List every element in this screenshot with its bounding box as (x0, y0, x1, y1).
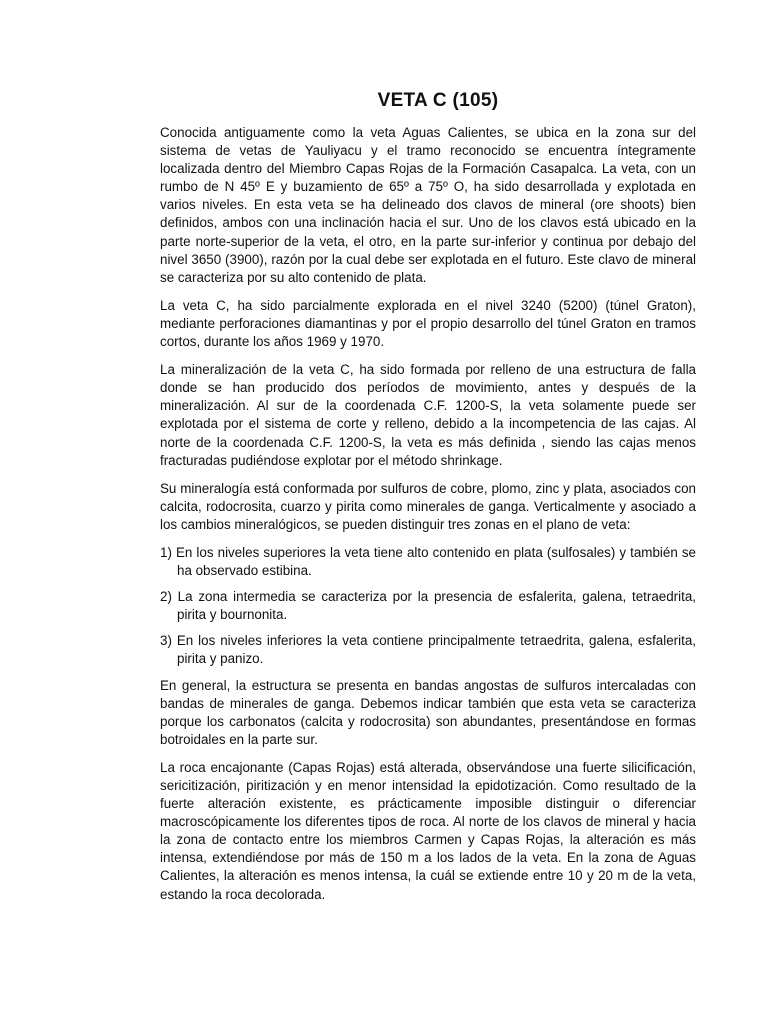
list-item-intermediate-zone: 2) La zona intermedia se caracteriza por la presencia de esfalerita, galena, tetraedrita, pirita y bournonita. (160, 589, 696, 623)
document-page (160, 88, 696, 914)
list-item-lower-levels: 3) En los niveles inferiores la veta contiene principalmente tetraedrita, galena, esfalerita, pirita y panizo. (160, 633, 696, 667)
document-title: VETA C (105) (377, 90, 499, 111)
paragraph-mineralogy: Su mineralogía está conformada por sulfuros de cobre, plomo, zinc y plata, asociados con calcita, rodocrosita, cuarzo y pirita como minerales de ganga. Verticalmente y asociado a los cambios mineralógicos, se pueden distinguir tres zonas en el plano de veta: (160, 480, 696, 532)
paragraph-mineralization: La mineralización de la veta C, ha sido formada por relleno de una estructura de falla donde se han producido dos períodos de movimiento, antes y después de la mineralización. Al sur de la coordenada C.F. 1200-S, la veta solamente puede ser explotada por el sistema de corte y relleno, debido a la incompetencia de las cajas. Al norte de la coordenada C.F. 1200-S, la veta es más definida , siendo las cajas menos fracturadas pudiéndose explotar por el método shrinkage. (160, 362, 696, 468)
paragraph-location: Conocida antiguamente como la veta Aguas Calientes, se ubica en la zona sur del sistema de vetas de Yauliyacu y el tramo reconocido se encuentra íntegramente localizada dentro del Miembro Capas Rojas de la Formación Casapalca. La veta, con un rumbo de N 45º E y buzamiento de 65º a 75º O, ha sido desarrollada y explotada en varios niveles. En esta veta se ha delineado dos clavos de mineral (ore shoots) bien definidos, ambos con una inclinación hacia el sur. Uno de los clavos está ubicado en la parte norte-superior de la veta, el otro, en la parte sur-inferior y continua por debajo del nivel 3650 (3900), razón por la cual debe ser explotada en el futuro. Este clavo de mineral se caracteriza por su alto contenido de plata. (160, 125, 696, 285)
list-item-upper-levels: 1) En los niveles superiores la veta tiene alto contenido en plata (sulfosales) y también se ha observado estibina. (160, 544, 696, 579)
paragraph-wall-rock: La roca encajonante (Capas Rojas) está alterada, observándose una fuerte silicificación, sericitización, piritización y en menor intensidad la epidotización. Como resultado de la fuerte alteración existente, es prácticamente imposible distinguir o diferenciar macroscópicamente los diferentes tipos de roca. Al norte de los clavos de mineral y hacia la zona de contacto entre los miembros Carmen y Capas Rojas, la alteración es más intensa, extendiéndose por más de 150 m a los lados de la veta. En la zona de Aguas Calientes, la alteración es menos intensa, la cuál se extiende entre 10 y 20 m de la veta, estando la roca decolorada. (160, 759, 696, 902)
paragraph-exploration: La veta C, ha sido parcialmente explorada en el nivel 3240 (5200) (túnel Graton), mediante perforaciones diamantinas y por el propio desarrollo del túnel Graton en tramos cortos, durante los años 1969 y 1970. (160, 297, 696, 350)
paragraph-structure: En general, la estructura se presenta en bandas angostas de sulfuros intercaladas con bandas de minerales de ganga. Debemos indicar también que esta veta se caracteriza porque los carbonatos (calcita y rodocrosita) son abundantes, presentándose en formas botroidales en la parte sur. (160, 677, 696, 747)
